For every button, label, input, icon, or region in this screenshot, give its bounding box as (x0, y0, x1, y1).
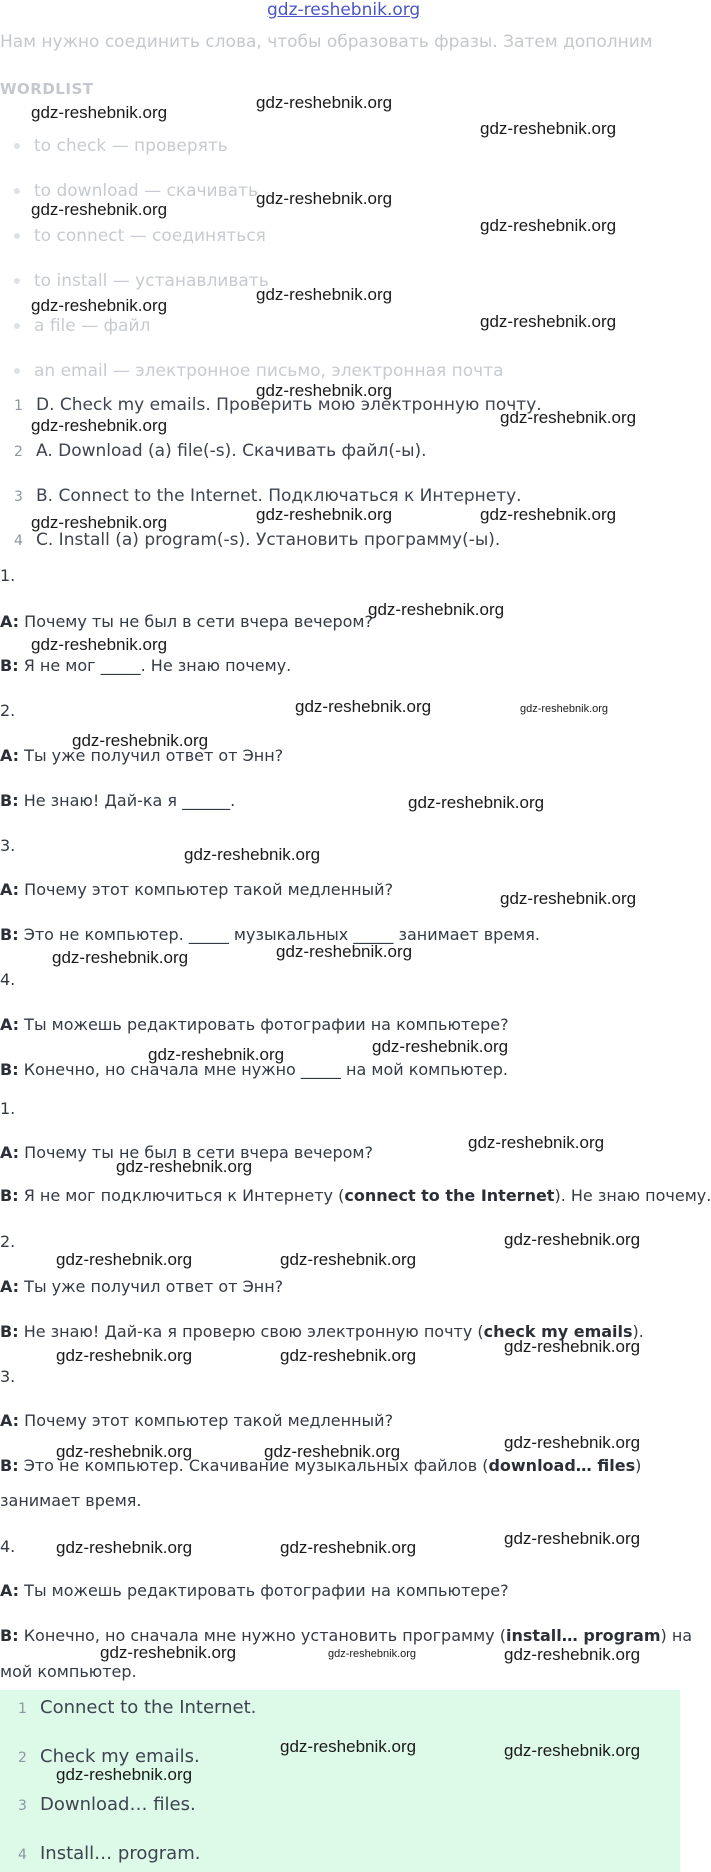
bullet-icon (14, 233, 20, 239)
dialog-line-a: A: Почему ты не был в сети вчера вечером? (0, 1143, 373, 1162)
site-link[interactable]: gdz-reshebnik.org (267, 0, 421, 20)
wordlist-item: an email — электронное письмо, электронная почта (14, 361, 504, 381)
match-item: 2 A. Download (a) file(-s). Скачивать файл(-ы). (14, 441, 427, 461)
watermark: gdz-reshebnik.org (280, 1346, 417, 1365)
answer-item: 1 Connect to the Internet. (18, 1697, 257, 1718)
watermark: gdz-reshebnik.org (256, 505, 393, 524)
answer-item: 4 Install… program. (18, 1843, 201, 1864)
watermark: gdz-reshebnik.org (31, 200, 168, 219)
watermark: gdz-reshebnik.org (56, 1442, 193, 1461)
wordlist-item: a file — файл (14, 316, 150, 336)
wordlist-item: to download — скачивать (14, 181, 258, 201)
solution-number: 4. (0, 1537, 16, 1556)
answer-item: 3 Download… files. (18, 1794, 196, 1815)
watermark: gdz-reshebnik.org (31, 635, 168, 654)
watermark: gdz-reshebnik.org (468, 1133, 605, 1152)
watermark: gdz-reshebnik.org (504, 1529, 641, 1548)
watermark: gdz-reshebnik.org (504, 1433, 641, 1452)
watermark: gdz-reshebnik.org (280, 1250, 417, 1269)
solution-number: 1. (0, 1099, 16, 1118)
dialog-line-a: A: Ты можешь редактировать фотографии на компьютере? (0, 1581, 509, 1600)
bullet-icon (14, 323, 20, 329)
match-item: 3 B. Connect to the Internet. Подключаться к Интернету. (14, 486, 522, 506)
wordlist-item: to check — проверять (14, 136, 228, 156)
watermark: gdz-reshebnik.org (500, 408, 637, 427)
watermark: gdz-reshebnik.org (31, 296, 168, 315)
exercise-number: 2. (0, 701, 16, 720)
bullet-icon (14, 368, 20, 374)
dialog-line-a: A: Ты уже получил ответ от Энн? (0, 1277, 284, 1296)
watermark: gdz-reshebnik.org (276, 942, 413, 961)
watermark: gdz-reshebnik.org (500, 889, 637, 908)
watermark: gdz-reshebnik.org (148, 1045, 285, 1064)
watermark: gdz-reshebnik.org (56, 1765, 193, 1784)
dialog-line-b-continued: мой компьютер. (0, 1662, 137, 1681)
watermark: gdz-reshebnik.org (280, 1737, 417, 1756)
watermark: gdz-reshebnik.org (504, 1337, 641, 1356)
intro-text: Нам нужно соединить слова, чтобы образовать фразы. Затем дополним (0, 32, 653, 52)
dialog-line-b: B: Я не мог _____. Не знаю почему. (0, 656, 292, 675)
watermark: gdz-reshebnik.org (480, 119, 617, 138)
watermark: gdz-reshebnik.org (504, 1230, 641, 1249)
dialog-line-b: B: Это не компьютер. _____ музыкальных _____ занимает время. (0, 925, 540, 944)
watermark: gdz-reshebnik.org (504, 1645, 641, 1664)
watermark: gdz-reshebnik.org (256, 285, 393, 304)
dialog-line-a: A: Почему этот компьютер такой медленный? (0, 1411, 394, 1430)
answer-item: 2 Check my emails. (18, 1746, 200, 1767)
dialog-line-b: B: Это не компьютер. Скачивание музыкальных файлов (download… files) (0, 1456, 642, 1475)
dialog-line-b: B: Конечно, но сначала мне нужно _____ на мой компьютер. (0, 1060, 508, 1079)
wordlist-item: to install — устанавливать (14, 271, 269, 291)
watermark: gdz-reshebnik.org (31, 513, 168, 532)
dialog-line-b: B: Я не мог подключиться к Интернету (connect to the Internet). Не знаю почему. (0, 1186, 711, 1205)
bullet-icon (14, 278, 20, 284)
match-item: 1 D. Check my emails. Проверить мою электронную почту. (14, 395, 542, 415)
exercise-number: 3. (0, 836, 16, 855)
wordlist-item: to connect — соединяться (14, 226, 266, 246)
bullet-icon (14, 188, 20, 194)
wordlist-title: WORDLIST (0, 80, 94, 98)
watermark: gdz-reshebnik.org (480, 216, 617, 235)
watermark: gdz-reshebnik.org (368, 600, 505, 619)
watermark: gdz-reshebnik.org (256, 189, 393, 208)
dialog-line-b: B: Не знаю! Дай-ка я ______. (0, 791, 236, 810)
watermark: gdz-reshebnik.org (256, 93, 393, 112)
watermark: gdz-reshebnik.org (264, 1442, 401, 1461)
watermark: gdz-reshebnik.org (372, 1037, 509, 1056)
watermark: gdz-reshebnik.org (116, 1157, 253, 1176)
watermark: gdz-reshebnik.org (280, 1538, 417, 1557)
watermark: gdz-reshebnik.org (295, 697, 432, 716)
solution-number: 2. (0, 1232, 16, 1251)
dialog-line-b: B: Не знаю! Дай-ка я проверю свою электронную почту (check my emails). (0, 1322, 644, 1341)
watermark: gdz-reshebnik.org (480, 505, 617, 524)
dialog-line-b-continued: занимает время. (0, 1491, 142, 1510)
match-item: 4 C. Install (a) program(-s). Установить программу(-ы). (14, 530, 501, 550)
watermark: gdz-reshebnik.org (100, 1643, 237, 1662)
exercise-number: 1. (0, 566, 16, 585)
watermark: gdz-reshebnik.org (72, 731, 209, 750)
watermark: gdz-reshebnik.org (520, 703, 609, 715)
watermark: gdz-reshebnik.org (31, 103, 168, 122)
watermark: gdz-reshebnik.org (52, 948, 189, 967)
watermark: gdz-reshebnik.org (480, 312, 617, 331)
dialog-line-a: A: Ты уже получил ответ от Энн? (0, 746, 284, 765)
watermark: gdz-reshebnik.org (56, 1346, 193, 1365)
watermark: gdz-reshebnik.org (31, 416, 168, 435)
solution-number: 3. (0, 1367, 16, 1386)
watermark: gdz-reshebnik.org (504, 1741, 641, 1760)
watermark: gdz-reshebnik.org (184, 845, 321, 864)
dialog-line-a: A: Почему ты не был в сети вчера вечером? (0, 612, 373, 631)
dialog-line-a: A: Почему этот компьютер такой медленный? (0, 880, 394, 899)
watermark: gdz-reshebnik.org (408, 793, 545, 812)
watermark: gdz-reshebnik.org (256, 381, 393, 400)
watermark: gdz-reshebnik.org (56, 1250, 193, 1269)
exercise-number: 4. (0, 970, 16, 989)
watermark: gdz-reshebnik.org (328, 1648, 417, 1660)
watermark: gdz-reshebnik.org (56, 1538, 193, 1557)
dialog-line-b: B: Конечно, но сначала мне нужно установить программу (install… program) на (0, 1626, 693, 1645)
dialog-line-a: A: Ты можешь редактировать фотографии на компьютере? (0, 1015, 509, 1034)
bullet-icon (14, 143, 20, 149)
